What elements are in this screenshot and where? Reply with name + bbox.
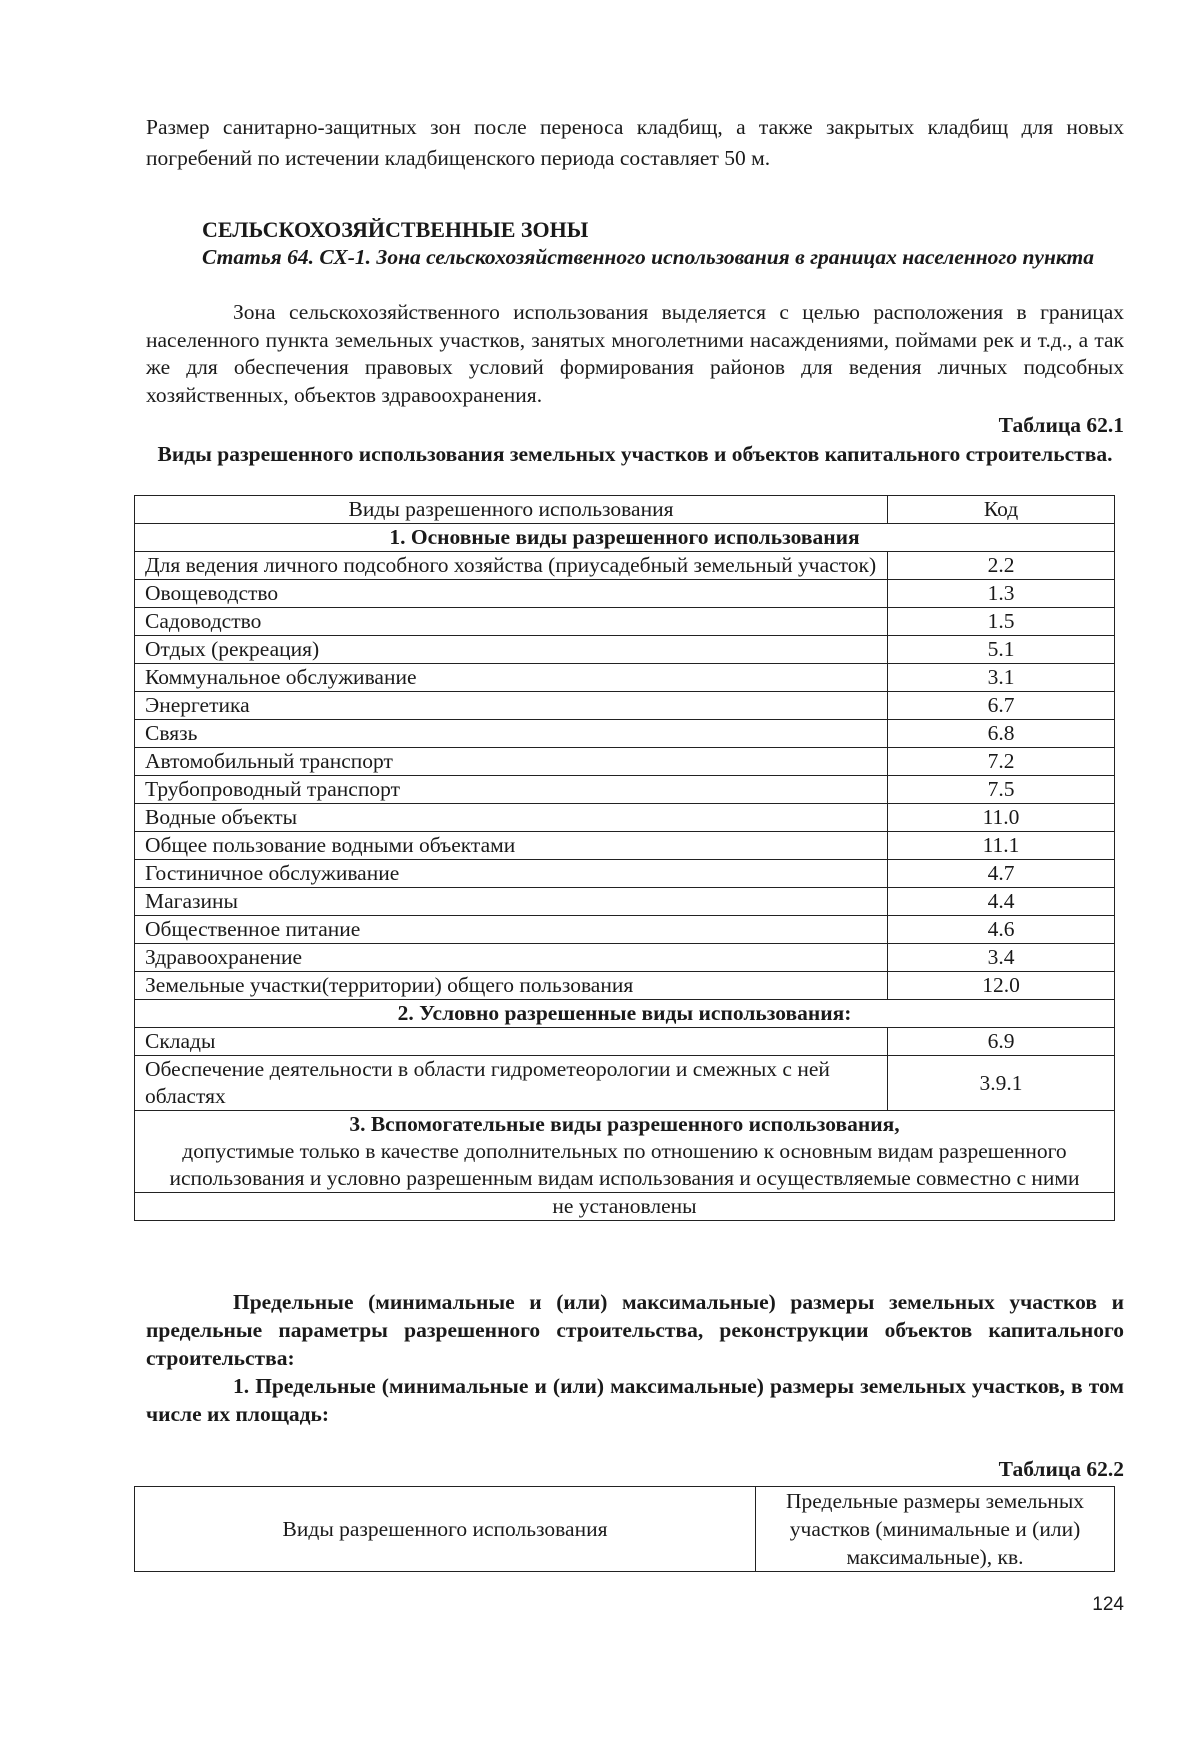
table-row [135, 664, 1115, 692]
use-code-cell: 6.8 [888, 720, 1115, 748]
params-heading: Предельные (минимальные и (или) максимальные) размеры земельных участков и предельные параметры разрешенного строительства, реконструкции объектов капитального строительства: [146, 1290, 1124, 1370]
table-row [135, 888, 1115, 916]
use-code-cell: 1.3 [888, 580, 1115, 608]
table-row [135, 748, 1115, 776]
use-code-cell: 11.1 [888, 832, 1115, 860]
use-name-cell: Водные объекты [135, 804, 888, 832]
use-name-cell: Садоводство [135, 608, 888, 636]
use-name-cell: Магазины [135, 888, 888, 916]
table2-label: Таблица 62.2 [998, 1457, 1124, 1481]
section-heading: СЕЛЬСКОХОЗЯЙСТВЕННЫЕ ЗОНЫ [202, 217, 589, 242]
table-row [135, 860, 1115, 888]
table-row [135, 636, 1115, 664]
use-name-cell: Общее пользование водными объектами [135, 832, 888, 860]
intro-paragraph: Размер санитарно-защитных зон после переноса кладбищ, а также закрытых кладбищ для новых погребений по истечении кладбищенского периода составляет 50 м. [146, 115, 1124, 170]
table-row [135, 1028, 1115, 1056]
use-code-cell: 1.5 [888, 608, 1115, 636]
header-name-cell: Виды разрешенного использования [135, 496, 888, 524]
group3-title-row [135, 1111, 1115, 1193]
use-name-cell: Земельные участки(территории) общего пользования [135, 972, 888, 1000]
group1-title-row [135, 524, 1115, 552]
use-name-cell: Автомобильный транспорт [135, 748, 888, 776]
limits-table [134, 1486, 1115, 1572]
table-row [135, 580, 1115, 608]
table-header-row [135, 496, 1115, 524]
use-code-cell: 3.9.1 [888, 1056, 1115, 1111]
use-code-cell: 2.2 [888, 552, 1115, 580]
use-name-cell: Для ведения личного подсобного хозяйства (приусадебный земельный участок) [135, 552, 888, 580]
article-title: Статья 64. СХ-1. Зона сельскохозяйственного использования в границах населенного пункта [202, 245, 1094, 269]
table-row [135, 916, 1115, 944]
table-row [135, 804, 1115, 832]
params-subheading: 1. Предельные (минимальные и (или) максимальные) размеры земельных участков, в том числе их площадь: [146, 1374, 1124, 1426]
permitted-uses-table [134, 495, 1115, 1221]
use-code-cell: 7.2 [888, 748, 1115, 776]
use-name-cell: Обеспечение деятельности в области гидрометеорологии и смежных с ней областях [135, 1056, 888, 1111]
group3-title: 3. Вспомогательные виды разрешенного использования, [349, 1112, 900, 1136]
table1-caption: Виды разрешенного использования земельных участков и объектов капитального строительства. [157, 442, 1113, 466]
use-code-cell: 11.0 [888, 804, 1115, 832]
use-code-cell: 3.4 [888, 944, 1115, 972]
use-code-cell: 12.0 [888, 972, 1115, 1000]
use-code-cell: 7.5 [888, 776, 1115, 804]
table1-label: Таблица 62.1 [998, 413, 1124, 437]
use-name-cell: Связь [135, 720, 888, 748]
limits-col2-header: Предельные размеры земельных участков (минимальные и (или) максимальные), кв. [756, 1487, 1115, 1572]
group3-value-row [135, 1193, 1115, 1221]
use-name-cell: Склады [135, 1028, 888, 1056]
table-row [135, 944, 1115, 972]
group2-title: 2. Условно разрешенные виды использования: [135, 1000, 1115, 1028]
table-row [135, 720, 1115, 748]
use-name-cell: Отдых (рекреация) [135, 636, 888, 664]
use-name-cell: Общественное питание [135, 916, 888, 944]
group3-value: не установлены [135, 1193, 1115, 1221]
zone-description: Зона сельскохозяйственного использования выделяется с целью расположения в границах населенного пункта земельных участков, занятых многолетними насаждениями, поймами рек и т.д., а так же для обеспечения правовых условий формирования районов для ведения личных подсобных хозяйственных, объектов здравоохранения. [146, 300, 1124, 407]
use-code-cell: 6.9 [888, 1028, 1115, 1056]
use-name-cell: Энергетика [135, 692, 888, 720]
table-row [135, 832, 1115, 860]
table-row [135, 1056, 1115, 1111]
use-name-cell: Овощеводство [135, 580, 888, 608]
group2-title-row [135, 1000, 1115, 1028]
header-code-cell: Код [888, 496, 1115, 524]
use-code-cell: 5.1 [888, 636, 1115, 664]
table-row [135, 972, 1115, 1000]
group3-title-cell [135, 1111, 1115, 1193]
use-code-cell: 3.1 [888, 664, 1115, 692]
limits-header-row [135, 1487, 1115, 1572]
page-number: 124 [1092, 1594, 1124, 1615]
table-row [135, 776, 1115, 804]
use-name-cell: Гостиничное обслуживание [135, 860, 888, 888]
group1-title: 1. Основные виды разрешенного использования [135, 524, 1115, 552]
use-name-cell: Здравоохранение [135, 944, 888, 972]
use-code-cell: 4.7 [888, 860, 1115, 888]
use-name-cell: Трубопроводный транспорт [135, 776, 888, 804]
table-row [135, 552, 1115, 580]
table-row [135, 692, 1115, 720]
use-code-cell: 6.7 [888, 692, 1115, 720]
use-code-cell: 4.4 [888, 888, 1115, 916]
table-row [135, 608, 1115, 636]
limits-col1-header: Виды разрешенного использования [135, 1487, 756, 1572]
use-code-cell: 4.6 [888, 916, 1115, 944]
use-name-cell: Коммунальное обслуживание [135, 664, 888, 692]
group3-subtitle: допустимые только в качестве дополнительных по отношению к основным видам разрешенного использования и условно разрешенным видам использования и осуществляемые совместно с ними [169, 1139, 1080, 1190]
